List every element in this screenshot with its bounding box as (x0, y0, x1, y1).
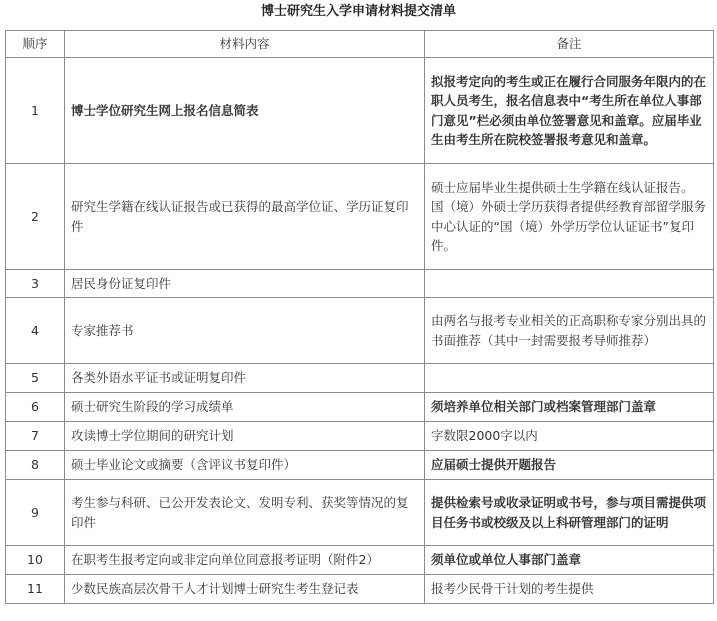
row-material: 专家推荐书 (65, 298, 425, 364)
row-note (425, 164, 714, 270)
row-seq: 3 (6, 270, 65, 298)
row-seq: 1 (6, 58, 65, 164)
row-material: 硕士毕业论文或摘要（含评议书复印件） (65, 451, 425, 480)
row-material: 考生参与科研、已公开发表论文、发明专利、获奖等情况的复印件 (65, 480, 425, 546)
row-material: 攻读博士学位期间的研究计划 (65, 422, 425, 451)
table-row (6, 451, 714, 480)
table-header-row (6, 31, 714, 58)
row-note: 须培养单位相关部门或档案管理部门盖章 (425, 393, 714, 422)
row-seq: 2 (6, 164, 65, 270)
table-row (6, 164, 714, 270)
row-material: 各类外语水平证书或证明复印件 (65, 364, 425, 393)
row-note (425, 270, 714, 298)
table-row (6, 298, 714, 364)
row-material: 在职考生报考定向或非定向单位同意报考证明（附件2） (65, 546, 425, 575)
row-note: 须单位或单位人事部门盖章 (425, 546, 714, 575)
row-seq: 8 (6, 451, 65, 480)
table-row (6, 58, 714, 164)
table-row (6, 422, 714, 451)
table-row (6, 546, 714, 575)
row-note: 应届硕士提供开题报告 (425, 451, 714, 480)
row-seq: 7 (6, 422, 65, 451)
materials-table (5, 30, 714, 604)
table-row (6, 575, 714, 604)
row-note-line: 硕士应届毕业生提供硕士生学籍在线认证报告。 (431, 179, 694, 195)
row-seq: 6 (6, 393, 65, 422)
table-row (6, 480, 714, 546)
row-seq: 5 (6, 364, 65, 393)
row-seq: 4 (6, 298, 65, 364)
document-title: 博士研究生入学申请材料提交清单 (260, 4, 456, 19)
row-material: 居民身份证复印件 (65, 270, 425, 298)
row-note: 提供检索号或收录证明或书号，参与项目需提供项目任务书或校级及以上科研管理部门的证明 (425, 480, 714, 546)
row-seq: 9 (6, 480, 65, 546)
row-material: 博士学位研究生网上报名信息简表 (65, 58, 425, 164)
table-row (6, 364, 714, 393)
row-material: 少数民族高层次骨干人才计划博士研究生考生登记表 (65, 575, 425, 604)
row-note: 由两名与报考专业相关的正高职称专家分别出具的书面推荐（其中一封需要报考导师推荐） (425, 298, 714, 364)
row-note: 字数限2000字以内 (425, 422, 714, 451)
row-seq: 11 (6, 575, 65, 604)
row-note (425, 364, 714, 393)
table-row (6, 270, 714, 298)
row-note-line: 国（境）外硕士学历获得者提供经教育部留学服务中心认证的“国（境）外学历学位认证证书”复印件。 (431, 199, 707, 253)
table-row (6, 393, 714, 422)
row-note: 拟报考定向的考生或正在履行合同服务年限内的在职人员考生，报名信息表中“考生所在单位人事部门意见”栏必须由单位签署意见和盖章。应届毕业生由考生所在院校签署报考意见和盖章。 (425, 58, 714, 164)
row-note: 报考少民骨干计划的考生提供 (425, 575, 714, 604)
row-material: 研究生学籍在线认证报告或已获得的最高学位证、学历证复印件 (65, 164, 425, 270)
header-note: 备注 (425, 31, 714, 58)
header-material: 材料内容 (65, 31, 425, 58)
row-seq: 10 (6, 546, 65, 575)
row-material: 硕士研究生阶段的学习成绩单 (65, 393, 425, 422)
header-seq: 顺序 (6, 31, 65, 58)
